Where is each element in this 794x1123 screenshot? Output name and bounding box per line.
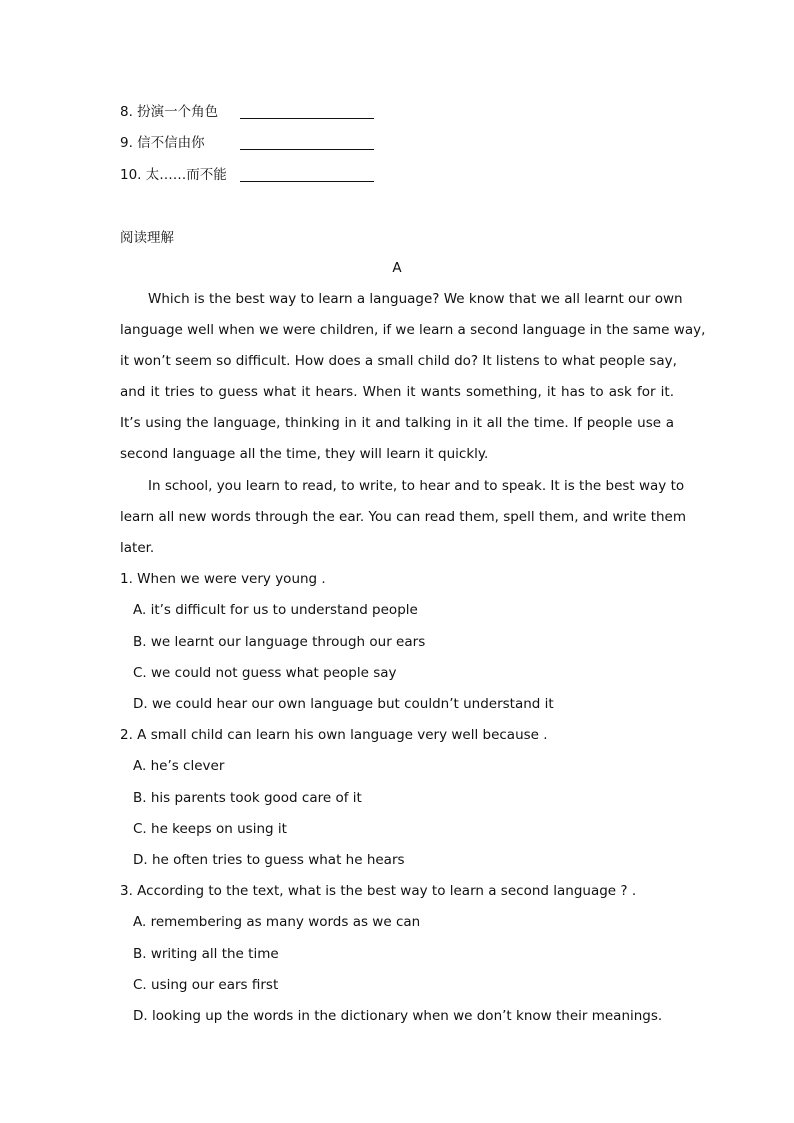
question-1-stem: 1. When we were very young . xyxy=(120,571,326,587)
fill-item-9 xyxy=(120,133,374,153)
question-1-option-c: C. we could not guess what people say xyxy=(133,665,397,681)
passage-line: Which is the best way to learn a language? We know that we all learnt our own xyxy=(148,291,683,307)
fill-item-label: 9. 信不信由你 xyxy=(120,135,205,151)
passage-line: language well when we were children, if we learn a second language in the same way, xyxy=(120,322,706,338)
fill-item-10 xyxy=(120,165,374,185)
fill-item-label: 10. 太……而不能 xyxy=(120,167,227,183)
question-1-option-d: D. we could hear our own language but couldn’t understand it xyxy=(133,696,554,712)
passage-line: It’s using the language, thinking in it and talking in it all the time. If people use a xyxy=(120,415,674,431)
question-1-option-b: B. we learnt our language through our ears xyxy=(133,634,426,650)
question-3-stem: 3. According to the text, what is the best way to learn a second language ? . xyxy=(120,883,637,899)
section-heading: 阅读理解 xyxy=(120,230,174,246)
question-3-option-c: C. using our ears first xyxy=(133,977,279,993)
passage-line: later. xyxy=(120,540,155,556)
question-3-option-a: A. remembering as many words as we can xyxy=(133,914,421,930)
passage-line: In school, you learn to read, to write, to hear and to speak. It is the best way to xyxy=(148,478,685,494)
question-3-option-d: D. looking up the words in the dictionary when we don’t know their meanings. xyxy=(133,1008,663,1024)
question-2-stem: 2. A small child can learn his own language very well because . xyxy=(120,727,548,743)
passage-line: second language all the time, they will learn it quickly. xyxy=(120,446,489,462)
answer-blank xyxy=(240,149,374,150)
passage-line: it won’t seem so difficult. How does a small child do? It listens to what people say, xyxy=(120,353,677,369)
question-2-option-d: D. he often tries to guess what he hears xyxy=(133,852,405,868)
passage-letter: A xyxy=(392,260,402,276)
question-3-option-b: B. writing all the time xyxy=(133,946,279,962)
fill-item-label: 8. 扮演一个角色 xyxy=(120,104,219,120)
fill-item-8 xyxy=(120,102,374,122)
question-2-option-b: B. his parents took good care of it xyxy=(133,790,362,806)
question-2-option-c: C. he keeps on using it xyxy=(133,821,287,837)
question-2-option-a: A. he’s clever xyxy=(133,758,225,774)
answer-blank xyxy=(240,181,374,182)
passage-line: learn all new words through the ear. You can read them, spell them, and write them xyxy=(120,509,687,525)
passage-line: and it tries to guess what it hears. When it wants something, it has to ask for it. xyxy=(120,384,674,400)
answer-blank xyxy=(240,118,374,119)
question-1-option-a: A. it’s difficult for us to understand people xyxy=(133,602,418,618)
